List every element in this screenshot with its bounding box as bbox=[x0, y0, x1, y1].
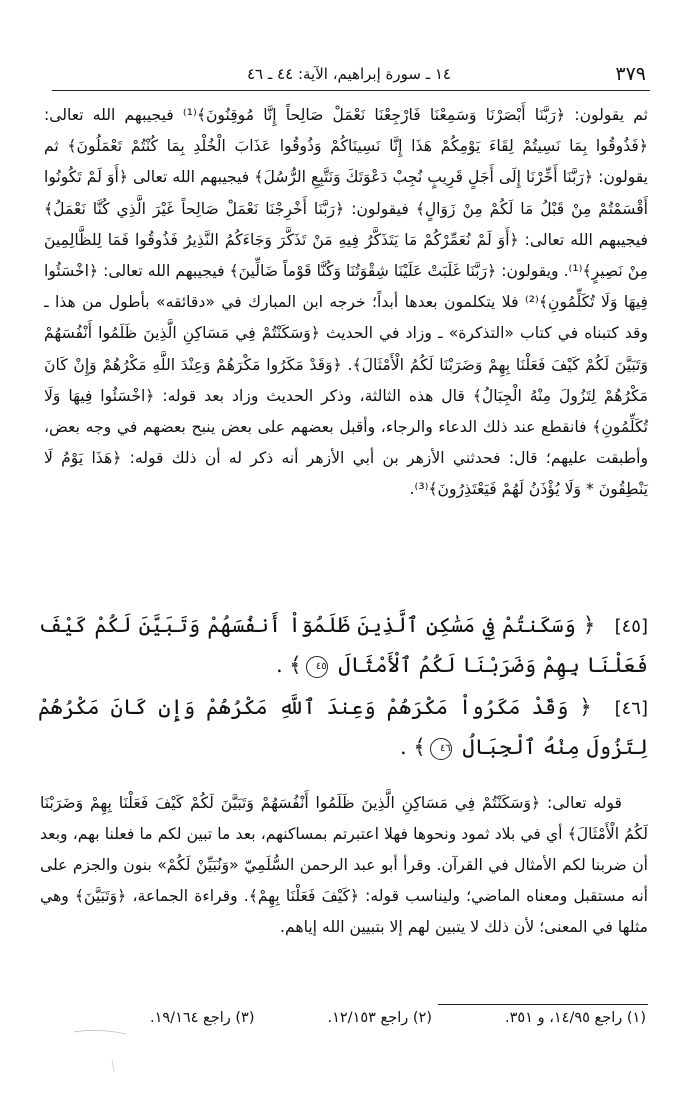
main-text bbox=[44, 100, 648, 506]
footnotes bbox=[150, 1010, 646, 1026]
verse-46: [٤٦] ﴿ وَقَدْ مَكَرُواْ مَكْرَهُمْ وَعِندَ ٱللَّهِ مَكْرُهُمْ وَإِن كَانَ مَكْرُهُمْ لِتَزُولَ مِنْهُ ٱلْجِبَالُ ٤٦﴾ . bbox=[38, 695, 648, 759]
verse-number: [٤٦] bbox=[614, 698, 648, 719]
header-rule bbox=[52, 90, 650, 91]
commentary-text: قوله تعالى: ﴿وَسَكَنْتُمْ فِي مَسَاكِنِ الَّذِينَ ظَلَمُوا أَنْفُسَهُمْ وَتَبَيَّنَ لَكُمْ كَيْفَ فَعَلْنَا بِهِمْ وَضَرَبْنَا لَكُمُ الْأَمْثَالَ﴾ أي في بلاد ثمود ونحوها فهلا اعتبرتم بمساكنهم، بعد ما تبين لكم ما فعلنا بهم، وبعد أن ضربنا لكم الأمثال في القرآن. وقرأ أبو عبد الرحمن السُّلَمِيّ «وَنُبَيِّنْ لَكُمْ» بنون والجزم على أنه مستقبل ومعناه الماضي؛ وليناسب قوله: ﴿كَيْفَ فَعَلْنَا بِهِمْ﴾. وقراءة الجماعة، ﴿وَتَبَيَّنَ﴾ وهي مثلها في المعنى؛ لأن ذلك لا يتبين لهم إلا بتبيين الله إياهم. bbox=[40, 794, 648, 936]
running-title: ١٤ ـ سورة إبراهيم، الآية: ٤٤ ـ ٤٦ bbox=[246, 65, 451, 83]
footnote-2: (٢) راجع ١٢/١٥٣. bbox=[327, 1010, 432, 1026]
verses-block bbox=[38, 606, 648, 770]
verse-text: ﴿ وَسَكَنتُمْ فِي مَسَٰكِنِ ٱلَّذِينَ ظَلَمُوٓاْ أَنفُسَهُمْ وَتَبَيَّنَ لَكُمْ كَيْفَ فَعَلْنَا بِهِمْ وَضَرَبْنَا لَكُمُ ٱلْأَمْثَالَ bbox=[38, 613, 648, 677]
footnote-3: (٣) راجع ١٩/١٦٤. bbox=[150, 1010, 255, 1026]
commentary-paragraph bbox=[40, 788, 648, 943]
verse-45: [٤٥] ﴿ وَسَكَنتُمْ فِي مَسَٰكِنِ ٱلَّذِينَ ظَلَمُوٓاْ أَنفُسَهُمْ وَتَبَيَّنَ لَكُمْ كَيْفَ فَعَلْنَا بِهِمْ وَضَرَبْنَا لَكُمُ ٱلْأَمْثَالَ ٤٥﴾ . bbox=[38, 613, 648, 677]
footnote-1: (١) راجع ١٤/٩٥، و ٣٥١. bbox=[505, 1010, 646, 1026]
ayah-end-marker: ٤٦ bbox=[430, 738, 452, 760]
verse-text: ﴿ وَقَدْ مَكَرُواْ مَكْرَهُمْ وَعِندَ ٱللَّهِ مَكْرُهُمْ وَإِن كَانَ مَكْرُهُمْ لِتَزُولَ مِنْهُ ٱلْجِبَالُ bbox=[38, 695, 648, 759]
verse-number: [٤٥] bbox=[614, 616, 648, 637]
page-number: ٣٧٩ bbox=[615, 63, 646, 85]
body-paragraph: ثم يقولون: ﴿رَبَّنَا أَبْصَرْنَا وَسَمِعْنَا فَارْجِعْنَا نَعْمَلْ صَالِحاً إِنَّا مُوقِنُونَ﴾⁽¹⁾ فيجيبهم الله تعالى: ﴿فَذُوقُوا بِمَا نَسِيتُمْ لِقَاءَ يَوْمِكُمْ هَذَا إِنَّا نَسِينَاكُمْ وَذُوقُوا عَذَابَ الْخُلْدِ بِمَا كُنْتُمْ تَعْمَلُونَ﴾ ثم يقولون: ﴿رَبَّنَا أَخِّرْنَا إِلَى أَجَلٍ قَرِيبٍ نُجِبْ دَعْوَتَكَ وَنَتَّبِعِ الرُّسُلَ﴾ فيجيبهم الله تعالى ﴿أَوَ لَمْ تَكُونُوا أَقْسَمْتُمْ مِنْ قَبْلُ مَا لَكُمْ مِنْ زَوَالٍ﴾ فيقولون: ﴿رَبَّنَا أَخْرِجْنَا نَعْمَلْ صَالِحاً غَيْرَ الَّذِي كُنَّا نَعْمَلُ﴾ فيجيبهم الله تعالى: ﴿أَوَ لَمْ نُعَمِّرْكُمْ مَا يَتَذَكَّرُ فِيهِ مَنْ تَذَكَّرَ وَجَاءَكُمُ النَّذِيرُ فَذُوقُوا فَمَا لِلظَّالِمِينَ مِنْ نَصِيرٍ﴾⁽¹⁾. ويقولون: ﴿رَبَّنَا غَلَبَتْ عَلَيْنَا شِقْوَتُنَا وَكُنَّا قَوْماً ضَالِّينَ﴾ فيجيبهم الله تعالى: ﴿اخْسَئُوا فِيهَا وَلَا تُكَلِّمُونِ﴾⁽²⁾ فلا يتكلمون بعدها أبداً؛ خرجه ابن المبارك في «دقائقه» بأطول من هذا ـ وقد كتبناه في كتاب «التذكرة» ـ وزاد في الحديث ﴿وَسَكَنْتُمْ فِي مَسَاكِنِ الَّذِينَ ظَلَمُوا أَنْفُسَهُمْ وَتَبَيَّنَ لَكُمْ كَيْفَ فَعَلْنَا بِهِمْ وَضَرَبْنَا لَكُمُ الْأَمْثَالَ﴾. ﴿وَقَدْ مَكَرُوا مَكْرَهُمْ وَعِنْدَ اللَّهِ مَكْرُهُمْ وَإِنْ كَانَ مَكْرُهُمْ لِتَزُولَ مِنْهُ الْجِبَالُ﴾ قال هذه الثالثة، وذكر الحديث وزاد بعد قوله: ﴿اخْسَئُوا فِيهَا وَلَا تُكَلِّمُونِ﴾ فانقطع عند ذلك الدعاء والرجاء، وأقبل بعضهم على بعض ينبح بعضهم في وجه بعض، وأطبقت عليهم؛ قال: فحدثني الأزهر بن أبي الأزهر أنه ذكر له أن ذلك قوله: ﴿هَذَا يَوْمُ لَا يَنْطِقُونَ * وَلَا يُؤْذَنُ لَهُمْ فَيَعْتَذِرُونَ﴾⁽³⁾. bbox=[44, 106, 648, 499]
footnote-rule bbox=[438, 1004, 648, 1005]
pencil-mark bbox=[68, 1024, 128, 1074]
page-header bbox=[52, 62, 646, 86]
commentary bbox=[40, 788, 648, 943]
ayah-end-marker: ٤٥ bbox=[306, 656, 328, 678]
